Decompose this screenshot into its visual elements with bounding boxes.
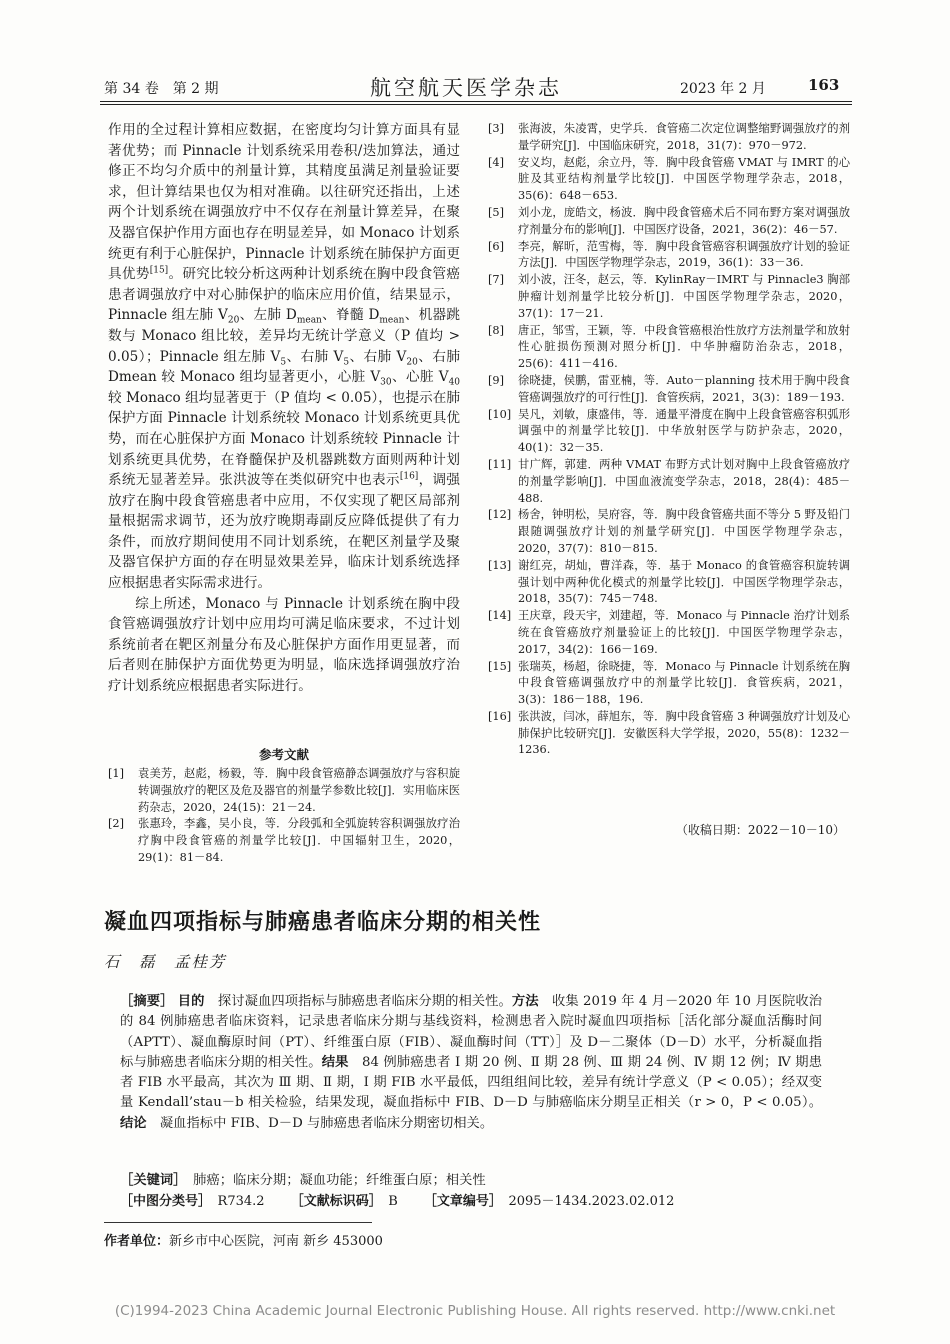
journal-title: 航空航天医学杂志 — [370, 76, 562, 100]
objective-label: 目的 — [177, 994, 205, 1009]
reference-item: [16] 张洪波，闫冰，薛旭东，等．胸中段食管癌 3 种调强放疗计划及心肺保护比较研究[J]．安徽医科大学学报，2020，55(8)：1232－1236. — [488, 709, 850, 757]
affiliation-label: 作者单位： — [104, 1234, 170, 1249]
volume-issue: 第 34 卷 第 2 期 — [104, 81, 219, 97]
classification-line — [120, 1190, 840, 1209]
reference-item: [13] 谢红亮，胡灿，曹洋森，等．基于 Monaco 的食管癌容积旋转调强计划中两种优化模式的剂量学比较[J]．中国医学物理学杂志，2018，35(7)：745－748. — [488, 558, 850, 606]
discussion-paragraph: 作用的全过程计算相应数据，在密度均匀计算方面具有显著优势；而 Pinnacle 计划系统采用卷积/迭加算法，通过修正不均匀介质中的剂量计算，其精度虽满足剂量验证要求，但计算结果也仅为相对准确。以往研究还指出，上述两个计划系统在调强放疗中不仅存在剂量计算差异，在聚及器官保护作用方面也存在明显差异，如 Monaco 计划系统更有利于心脏保护，Pinnacle 计划系统在肺保护方面更具优势[15]。研究比较分析这两种计划系统在胸中段食管癌患者调强放疗中对心肺保护的临床应用价值，结果显示，Pinnacle 组左肺 $V_{20}$、左肺 $D_{mean}$、脊髓 $D_{mean}$、机器跳数与 Monaco 组比较，差异均无统计学意义（P 值均 > 0.05）；Pinnacle 组左肺 $V_5$、右肺 $V_5$、右肺 $V_{20}$、右肺 Dmean 较 Monaco 组均显著更小，心脏 $V_{30}$、心脏 $V_{40}$较 Monaco 组均显著更于（P 值均 < 0.05），也提示在肺保护方面 Pinnacle 计划系统较 Monaco 计划系统更具优势，而在心脏保护方面 Monaco 计划系统较 Pinnacle 计划系统更具优势，在脊髓保护及机器跳数方面则两种计划系统无显著差异。张洪波等在类似研究中也表示[16]，调强放疗在胸中段食管癌患者中应用，不仅实现了靶区局部剂量根据需求调节，还为放疗晚期毒副反应降低提供了有力条件，而放疗期间使用不同计划系统，在靶区剂量学及聚及器官保护方面的存在明显效果差异，临床计划系统选择应根据患者实际需求进行。 — [108, 122, 461, 592]
received-date: （收稿日期：2022－10－10） — [675, 823, 845, 837]
abstract-label: ［摘要］ — [120, 994, 174, 1009]
conclusion-text: 凝血指标中 FIB、D－D 与肺癌患者临床分期密切相关。 — [159, 1115, 494, 1131]
reference-item: [6] 李亮，解昕，范雪梅，等．胸中段食管癌容积调强放疗计划的验证方法[J]．中国医学物理学杂志，2019，36(1)：33－36. — [488, 239, 850, 270]
keywords-label: ［关键词］ — [120, 1173, 180, 1188]
reference-item: [14] 王庆章，段天宇，刘建超，等．Monaco 与 Pinnacle 治疗计划系统在食管癌放疗剂量验证上的比较[J]．中国医学物理学杂志，2017，34(2)：166－169. — [488, 609, 850, 656]
doc-code-label: ［文献标识码］ — [290, 1194, 376, 1209]
methods-text: 收集 2019 年 4 月－2020 年 10 月医院收治的 84 例肺癌患者临床资料，记录患者临床分期与基线资料，检测患者入院时凝血四项指标［活化部分凝血活酶时间（APTT）、凝血酶原时间（PT）、纤维蛋白原（FIB）、凝血酶时间（TT）］及 D－二聚体（D－D）水平，分析凝血指标与肺癌患者临床分期的相关性。 — [120, 994, 823, 1070]
keywords — [120, 1169, 822, 1188]
methods-label: 方法 — [511, 994, 539, 1009]
reference-item: [5] 刘小龙，庞皓文，杨波．胸中段食管癌术后不同布野方案对调强放疗剂量分布的影响[J]．中国医疗设备，2021，36(2)：46－57. — [488, 205, 850, 236]
page-number: 163 — [808, 76, 840, 94]
affiliation-text: 新乡市中心医院，河南 新乡 453000 — [169, 1234, 383, 1249]
keywords-text: 肺癌；临床分期；凝血功能；纤维蛋白原；相关性 — [193, 1173, 486, 1188]
article-title: 凝血四项指标与肺癌患者临床分期的相关性 — [104, 910, 542, 935]
reference-item: [15] 张瑞英，杨超，徐晓捷，等．Monaco 与 Pinnacle 计划系统在胸中段食管癌调强放疗中的剂量学比较[J]．食管疾病，2021，3(3)：186－188，196. — [488, 659, 850, 707]
objective-text: 探讨凝血四项指标与肺癌患者临床分期的相关性。 — [217, 994, 512, 1009]
article-number: 2095－1434.2023.02.012 — [508, 1194, 675, 1209]
reference-item: [2] 张惠玲，李鑫，吴小良，等．分段弧和全弧旋转容积调强放疗治疗胸中段食管癌的剂量学比较[J]．中国辐射卫生，2020，29(1)：81－84. — [108, 817, 460, 864]
references-heading: 参考文献 — [258, 747, 309, 762]
article-number-label: ［文章编号］ — [423, 1194, 496, 1209]
references-list-right — [488, 121, 850, 759]
reference-item: [8] 唐正，邹雪，王颖，等．中段食管癌根治性放疗方法剂量学和放射性心脏损伤预测对照分析[J]．中华肿瘤防治杂志，2018，25(6)：411－416. — [488, 323, 850, 371]
copyright-footer: (C)1994-2023 China Academic Journal Electronic Publishing House. All rights reserved. http://www.cnki.net — [114, 1303, 836, 1319]
conclusion-label: 结论 — [120, 1115, 147, 1131]
reference-item: [3] 张海波，朱凌霄，史学兵．食管癌二次定位调整缩野调强放疗的剂量学研究[J]．中国临床研究，2018，31(7)：970－972. — [488, 122, 850, 152]
class-number: R734.2 — [217, 1194, 265, 1209]
author-affiliation — [104, 1230, 383, 1249]
reference-item: [1] 袁美芳，赵彪，杨毅，等．胸中段食管癌静态调强放疗与容积旋转调强放疗的靶区及危及器官的剂量学参数比较[J]．实用临床医药杂志，2020，24(15)：21－24. — [108, 767, 460, 814]
issue-date: 2023 年 2 月 — [680, 81, 766, 97]
footnote-rule — [104, 1222, 372, 1223]
doc-code: B — [388, 1194, 398, 1209]
results-text: 84 例肺癌患者 Ⅰ 期 20 例、Ⅱ 期 28 例、Ⅲ 期 24 例、Ⅳ 期 12 例；Ⅳ 期患者 FIB 水平最高，其次为 Ⅲ 期、Ⅱ 期，Ⅰ 期 FIB 水平最低，四组组间比较，差异有统计学意义（P < 0.05）；经双变量 Kendall’stau－b 相关检验，结果发现，凝血指标中 FIB、D－D 与肺癌临床分期呈正相关（r > 0，P < 0.05）。 — [120, 1054, 823, 1111]
references-list-left — [108, 766, 460, 867]
reference-item: [10] 吴凡，刘敏，康盛伟，等．通量平滑度在胸中上段食管癌容积弧形调强中的剂量学比较[J]．中华放射医学与防护杂志，2020，40(1)：32－35. — [488, 407, 850, 455]
reference-item: [7] 刘小波，汪冬，赵云，等．KylinRay－IMRT 与 Pinnacle3 胸部肿瘤计划剂量学比较分析[J]．中国医学物理学杂志，2020，37(1)：17－21. — [488, 273, 850, 320]
abstract — [120, 992, 822, 1134]
conclusion-paragraph: 综上所述，Monaco 与 Pinnacle 计划系统在胸中段食管癌调强放疗计划中应用均可满足临床要求，不过计划系统前者在靶区剂量分布及心脏保护方面作用更显著，而后者则在肺保护方面优势更为明显，临床选择调强放疗治疗计划系统应根据患者实际进行。 — [108, 595, 460, 695]
body-text-column — [108, 120, 460, 697]
reference-item: [4] 安义均，赵彪，余立丹，等．胸中段食管癌 VMAT 与 IMRT 的心脏及其亚结构剂量学比较[J]．中国医学物理学杂志，2018，35(6)：648－653. — [488, 155, 850, 203]
reference-item: [11] 甘广辉，郭建．两种 VMAT 布野方式计划对胸中上段食管癌放疗的剂量学影响[J]．中国血液流变学杂志，2018，28(4)：485－488. — [488, 457, 850, 505]
reference-item: [9] 徐晓捷，侯鹏，雷亚楠，等．Auto－planning 技术用于胸中段食管癌调强放疗的可行性[J]．食管疾病，2021，3(3)：189－193. — [488, 373, 850, 404]
header-rule-bottom — [100, 104, 852, 105]
citation-15: [15] — [149, 265, 169, 276]
results-label: 结果 — [321, 1054, 349, 1070]
article-authors: 石 磊 孟桂芳 — [104, 953, 227, 971]
citation-16: [16] — [399, 471, 419, 482]
reference-item: [12] 杨舍，钟明松，吴府容，等．胸中段食管癌共面不等分 5 野及铅门跟随调强放疗计划的剂量学研究[J]．中国医学物理学杂志，2020，37(7)：810－815. — [488, 508, 850, 555]
class-number-label: ［中图分类号］ — [120, 1194, 205, 1209]
header-rule-top — [100, 101, 852, 102]
